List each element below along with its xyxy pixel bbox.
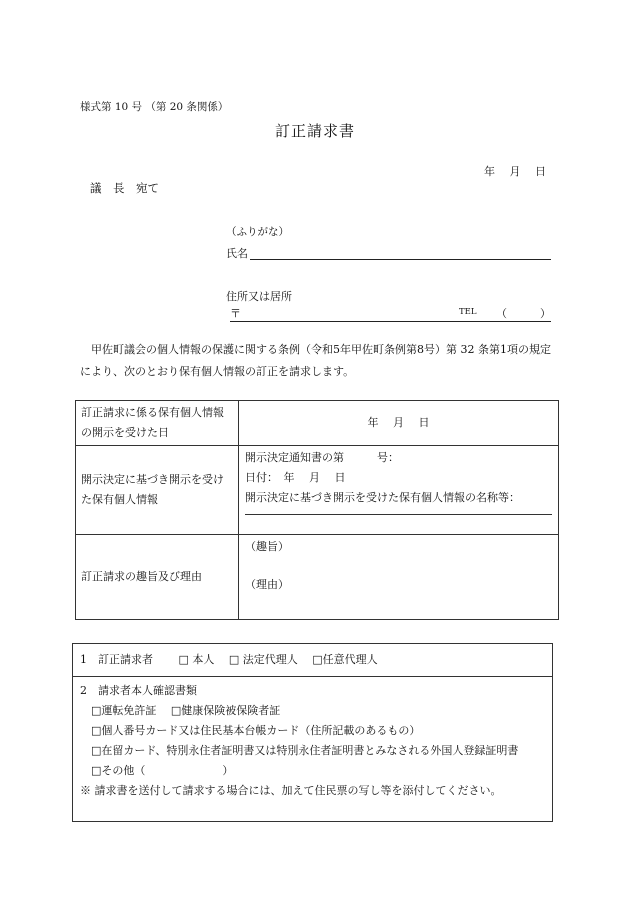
purpose-reason-label: 訂正請求の趣旨及び理由 — [76, 535, 239, 620]
furigana-label: （ふりがな） — [226, 226, 289, 238]
document-option: □その他（ ） — [91, 764, 234, 777]
reason-label: （理由） — [245, 578, 289, 591]
postal-mark: 〒 — [230, 307, 241, 320]
document-option: □在留カード、特別永住者証明書又は特別永住者証明書とみなされる外国人登録証明書 — [91, 744, 519, 757]
page-title: 訂正請求書 — [274, 122, 355, 140]
tel-paren: （ ） — [496, 307, 551, 320]
name-label: 氏名 — [226, 247, 248, 260]
name-field-line — [250, 259, 551, 260]
table-row — [76, 535, 559, 620]
requester-info-table — [72, 643, 553, 822]
disclosed-info-cell — [239, 446, 559, 535]
notice-number-line: 開示決定通知書の第 号： — [245, 451, 399, 464]
info-name-line: 開示決定に基づき開示を受けた保有個人情報の名称等： — [245, 491, 520, 504]
date-fields: 年 月 日 — [484, 165, 546, 178]
tel-label: TEL — [459, 307, 477, 317]
requester-type-row: 1 訂正請求者 □ 本人 □ 法定代理人 □任意代理人 — [73, 644, 553, 677]
disclosure-date-value: 年 月 日 — [239, 401, 559, 446]
identity-documents-cell — [73, 677, 553, 822]
document-option: □個人番号カード又は住民基本台帳カード（住所記載のあるもの） — [91, 724, 421, 737]
document-option: □運転免許証 □健康保険被保険者証 — [91, 704, 281, 717]
purpose-reason-cell — [239, 535, 559, 620]
intro-text: 甲佐町議会の個人情報の保護に関する条例（令和5年甲佐町条例第8号）第 32 条第1項の規定により、次のとおり保有個人情報の訂正を請求します。 — [80, 343, 551, 378]
submission-note: ※ 請求書を送付して請求する場合には、加えて住民票の写し等を添付してください。 — [80, 784, 502, 797]
addressee: 議 長 宛て — [90, 181, 159, 195]
table-row — [73, 644, 553, 677]
table-row — [76, 401, 559, 446]
disclosure-date-label: 訂正請求に係る保有個人情報の開示を受けた日 — [76, 401, 239, 446]
form-number: 様式第 10 号 （第 20 条関係） — [80, 101, 229, 113]
table-row — [73, 677, 553, 822]
disclosed-info-label: 開示決定に基づき開示を受けた保有個人情報 — [76, 446, 239, 535]
notice-date-line: 日付： 年 月 日 — [245, 471, 346, 484]
table-row — [76, 446, 559, 535]
info-name-field-line — [245, 514, 552, 515]
purpose-label: （趣旨） — [245, 540, 289, 553]
address-field-line — [230, 321, 551, 322]
address-label: 住所又は居所 — [226, 290, 292, 303]
correction-detail-table — [75, 400, 559, 620]
identity-documents-title: 2 請求者本人確認書類 — [80, 684, 197, 697]
